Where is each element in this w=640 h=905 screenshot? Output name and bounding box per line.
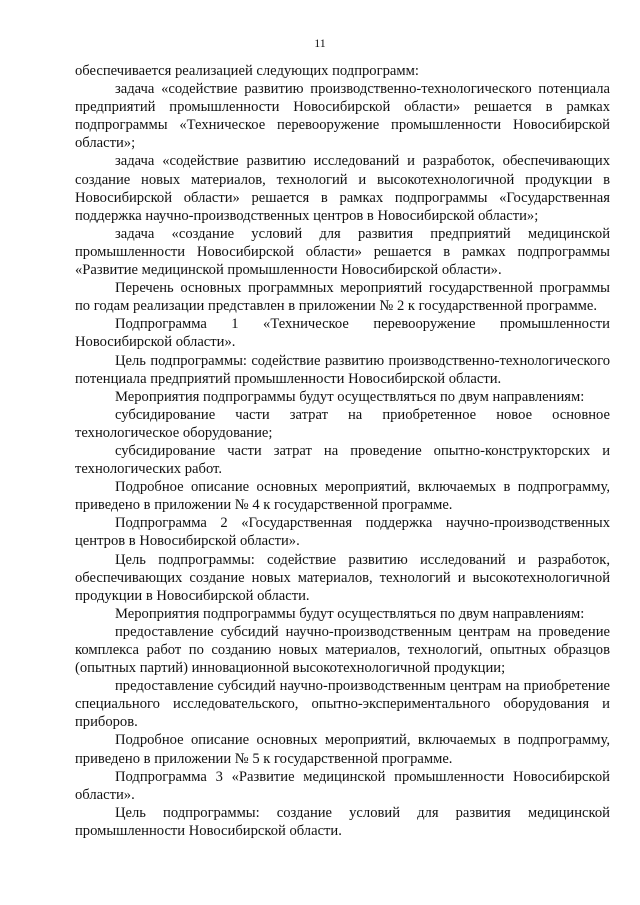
paragraph-activities-list: Перечень основных программных мероприятий государственной программы по годам реализации представлен в приложении № 2 к государственной программе. xyxy=(75,280,610,315)
paragraph-subprogram-1-direction-1: субсидирование части затрат на приобретенное новое основное технологическое оборудование; xyxy=(75,406,610,441)
paragraph-task-1: задача «содействие развитию производственно-технологического потенциала предприятий промышленности Новосибирской области» решается в рамках подпрограммы «Техническое перевооружение промышленности Новосибирской области»; xyxy=(75,81,610,152)
paragraph-subprogram-2-appendix: Подробное описание основных мероприятий, включаемых в подпрограмму, приведено в приложении № 5 к государственной программе. xyxy=(75,732,610,767)
paragraph-subprogram-2-goal: Цель подпрограммы: содействие развитию исследований и разработок, обеспечивающих создание новых материалов, технологий и высокотехнологичной продукции в Новосибирской области. xyxy=(75,551,610,604)
paragraph-subprogram-2-direction-2: предоставление субсидий научно-производственным центрам на приобретение специального исследовательского, опытно-экспериментального оборудования и приборов. xyxy=(75,678,610,731)
paragraph-task-2: задача «содействие развитию исследований и разработок, обеспечивающих создание новых материалов, технологий и высокотехнологичной продукции в Новосибирской области» решается в рамках подпрограммы «Государственная поддержка научно-производственных центров в Новосибирской области»; xyxy=(75,153,610,224)
paragraph-subprogram-1-directions: Мероприятия подпрограммы будут осуществляться по двум направлениям: xyxy=(115,388,585,405)
paragraph-subprogram-1-appendix: Подробное описание основных мероприятий, включаемых в подпрограмму, приведено в приложении № 4 к государственной программе. xyxy=(75,479,610,514)
paragraph-subprogram-1-direction-2: субсидирование части затрат на проведение опытно-конструкторских и технологических работ. xyxy=(75,442,610,478)
paragraph-subprogram-3-title: Подпрограмма 3 «Развитие медицинской промышленности Новосибирской области». xyxy=(75,768,610,803)
paragraph-subprogram-1-title: Подпрограмма 1 «Техническое перевооружение промышленности Новосибирской области». xyxy=(75,316,610,351)
paragraph-subprogram-2-directions: Мероприятия подпрограммы будут осуществляться по двум направлениям: xyxy=(115,605,585,622)
paragraph-subprogram-1-goal: Цель подпрограммы: содействие развитию производственно-технологического потенциала предприятий промышленности Новосибирской области. xyxy=(75,352,610,387)
paragraph-subprogram-2-title: Подпрограмма 2 «Государственная поддержка научно-производственных центров в Новосибирской области». xyxy=(75,515,610,550)
paragraph-task-3: задача «создание условий для развития предприятий медицинской промышленности Новосибирской области» решается в рамках подпрограммы «Развитие медицинской промышленности Новосибирской области». xyxy=(75,225,610,279)
page-number: 11 xyxy=(314,36,326,50)
document-body xyxy=(75,62,610,840)
paragraph-subprogram-2-direction-1: предоставление субсидий научно-производственным центрам на проведение комплекса работ по созданию новых материалов, технологий, опытных образцов (опытных партий) инновационной высокотехнологичной продукции; xyxy=(75,623,610,677)
paragraph-intro: обеспечивается реализацией следующих подпрограмм: xyxy=(75,63,419,79)
paragraph-subprogram-3-goal: Цель подпрограммы: создание условий для развития медицинской промышленности Новосибирской области. xyxy=(75,804,610,839)
